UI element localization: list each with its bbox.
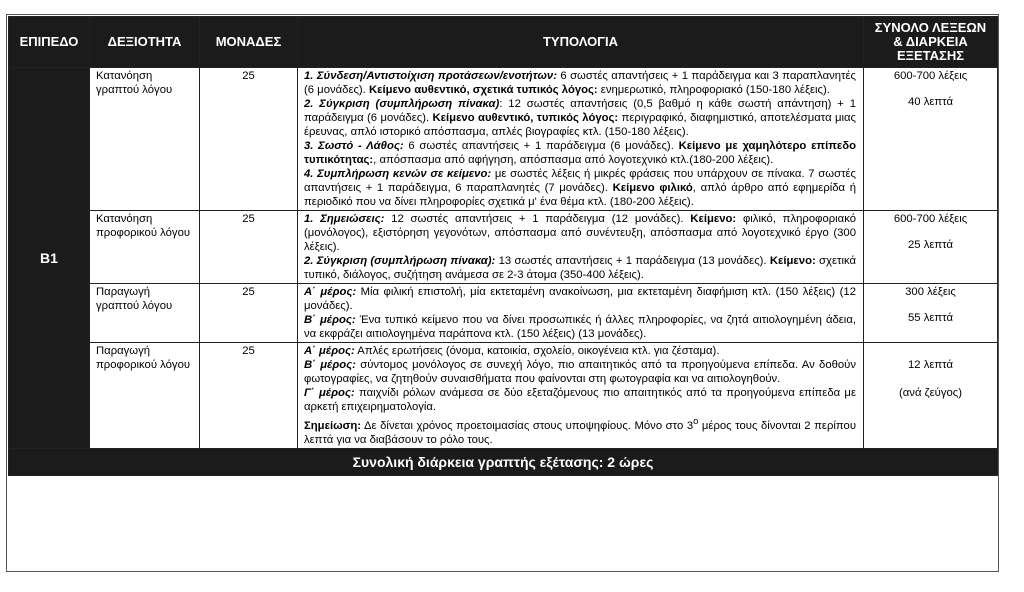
typology-item-text: σύντομος μονόλογος σε συνεχή λόγο, πιο απαιτητικός από τα προηγούμενα επίπεδα. Αν δοθούν φωτογραφίες, να ζητηθούν συναισθήματα που φαίνονται στη φωτογραφία και να αιτιολογηθούν. bbox=[304, 359, 856, 385]
total-cell bbox=[864, 284, 998, 343]
header-row bbox=[9, 17, 998, 68]
typology-item bbox=[304, 139, 856, 167]
units-cell: 25 bbox=[200, 68, 298, 211]
typology-item-heading: Γ΄ μέρος: bbox=[304, 387, 355, 399]
typology-item bbox=[304, 167, 856, 209]
typology-item-heading: Κείμενο αυθεντικό, σχετικά τυπικός λόγος: bbox=[368, 84, 598, 96]
typology-item-heading: 2. Σύγκριση (συμπλήρωση πίνακα) bbox=[304, 98, 500, 110]
table-row bbox=[9, 284, 998, 343]
total-cell bbox=[864, 343, 998, 449]
header-level: ΕΠΙΠΕΔΟ bbox=[9, 17, 90, 68]
skill-cell: Παραγωγή προφορικού λόγου bbox=[90, 343, 200, 449]
footer-row bbox=[9, 448, 998, 475]
total-duration-footer: Συνολική διάρκεια γραπτής εξέτασης: 2 ώρες bbox=[9, 448, 998, 475]
typology-item-heading: 1. Σύνδεση/Αντιστοίχιση προτάσεων/ενοτήτων: bbox=[304, 70, 557, 82]
table-row bbox=[9, 211, 998, 284]
typology-item-text: Απλές ερωτήσεις (όνομα, κατοικία, σχολείο, οικογένεια κτλ. για ζέσταμα). bbox=[354, 345, 720, 357]
typology-item-heading: Κείμενο με χαμηλότερο επίπεδο τυπικότητας: bbox=[304, 140, 856, 166]
typology-item-heading: Β΄ μέρος: bbox=[304, 314, 356, 326]
exam-structure-table bbox=[8, 16, 998, 476]
typology-item-heading: Σημείωση: bbox=[304, 419, 362, 432]
typology-item-text: , απόσπασμα από αφήγηση, απόσπασμα από λογοτεχνικό κτλ.(180-200 λέξεις). bbox=[373, 154, 774, 166]
duration: 55 λεπτά bbox=[907, 312, 954, 324]
typology-item bbox=[304, 386, 856, 414]
duration: (ανά ζεύγος) bbox=[899, 387, 962, 399]
word-count: 600-700 λέξεις bbox=[893, 70, 968, 82]
skill-cell: Κατανόηση προφορικού λόγου bbox=[90, 211, 200, 284]
typology-item bbox=[304, 97, 856, 139]
total-cell bbox=[864, 211, 998, 284]
typology-item-text: Μία φιλική επιστολή, μία εκτεταμένη ανακοίνωση, μια εκτεταμένη διαφήμιση κτλ. (150 λέξεις) (12 μονάδες). bbox=[304, 286, 857, 312]
typology-item-heading: 3. Σωστό - Λάθος: bbox=[304, 140, 404, 152]
typology-item-heading: Β΄ μέρος: bbox=[304, 359, 356, 371]
typology-item-text: 6 σωστές απαντήσεις + 1 παράδειγμα (6 μονάδες). bbox=[403, 140, 679, 152]
typology-cell bbox=[298, 343, 864, 449]
units-cell: 25 bbox=[200, 343, 298, 449]
typology-item-text: : 12 σωστές απαντήσεις (0,5 βαθμό η κάθε σωστή απάντηση) + 1 παράδειγμα (6 μονάδες). bbox=[304, 98, 857, 124]
typology-item-heading: Κείμενο: bbox=[769, 255, 816, 267]
typology-item bbox=[304, 285, 856, 313]
typology-item-heading: 1. Σημειώσεις: bbox=[304, 213, 385, 225]
header-total bbox=[864, 17, 998, 68]
typology-cell bbox=[298, 211, 864, 284]
header-skill: ΔΕΞΙΟΤΗΤΑ bbox=[90, 17, 200, 68]
typology-item-heading: 4. Συμπλήρωση κενών σε κείμενο: bbox=[304, 168, 492, 180]
header-typology: ΤΥΠΟΛΟΓΙΑ bbox=[298, 17, 864, 68]
typology-item-text: 13 σωστές απαντήσεις + 1 παράδειγμα (13 μονάδες). bbox=[495, 255, 770, 267]
typology-item-text: σχετικά τυπικό, διάλογος, συζήτηση ανάμεσα σε 2-3 άτομα (350-400 λέξεις). bbox=[304, 255, 857, 281]
typology-item-text: , απλό άρθρο από εφημερίδα ή περιοδικό που να δίνει πληροφορίες σχετικά μ' ένα θέμα κτλ. (180-200 λέξεις). bbox=[304, 182, 856, 208]
skill-cell: Κατανόηση γραπτού λόγου bbox=[90, 68, 200, 211]
typology-item-text: μέρος τους δίνονται 2 περίπου λεπτά για να διαβάσουν το ρόλο τους. bbox=[304, 419, 856, 446]
typology-item bbox=[304, 313, 856, 341]
header-total-line1: ΣΥΝΟΛΟ ΛΕΞΕΩΝ bbox=[874, 20, 987, 35]
word-count: 600-700 λέξεις bbox=[893, 213, 968, 225]
table-row bbox=[9, 68, 998, 211]
typology-item bbox=[304, 69, 856, 97]
typology-item-text: με σωστές λέξεις ή μικρές φράσεις που υπάρχουν σε πίνακα. 7 σωστές απαντήσεις + 1 παράδειγμα, 6 παραπλανητές (7 μονάδες). bbox=[304, 168, 857, 194]
duration: 25 λεπτά bbox=[907, 239, 954, 251]
typology-cell bbox=[298, 284, 864, 343]
typology-item-text: Ένα τυπικό κείμενο που να δίνει προσωπικές ή άλλες πληροφορίες, να ζητά αιτιολογημένη άδεια, να εκφράζει αιτιολογημένα παράπονα κτλ. (150 λέξεις) (13 μονάδες). bbox=[304, 314, 856, 340]
typology-item-text: ο bbox=[693, 415, 699, 426]
units-cell: 25 bbox=[200, 211, 298, 284]
typology-item bbox=[304, 254, 856, 282]
typology-item-heading: Κείμενο: bbox=[690, 213, 737, 225]
typology-item-text: 6 σωστές απαντήσεις + 1 παράδειγμα και 3 παραπλανητές (6 μονάδες). bbox=[304, 70, 856, 96]
typology-item bbox=[304, 414, 856, 447]
typology-item bbox=[304, 212, 856, 254]
header-total-line2: & ΔΙΑΡΚΕΙΑ bbox=[893, 34, 968, 49]
word-count: 12 λεπτά bbox=[907, 359, 954, 371]
typology-item-text: παιχνίδι ρόλων ανάμεσα σε δύο εξεταζόμενους πιο απαιτητικός από τα προηγούμενα επίπεδα με αρκετή επιχειρηματολογία. bbox=[304, 387, 856, 413]
header-units: ΜΟΝΑΔΕΣ bbox=[200, 17, 298, 68]
total-cell bbox=[864, 68, 998, 211]
typology-item-heading: Α΄ μέρος: bbox=[304, 345, 355, 357]
typology-item-text: ενημερωτικό, πληροφοριακό (150-180 λέξεις). bbox=[597, 84, 830, 96]
typology-item-heading: Α΄ μέρος: bbox=[304, 286, 357, 298]
word-count: 300 λέξεις bbox=[905, 286, 956, 298]
typology-item-heading: Κείμενο αυθεντικό, τυπικός λόγος: bbox=[432, 112, 619, 124]
typology-cell bbox=[298, 68, 864, 211]
typology-item-text: φιλικό, πληροφοριακό (μονόλογος), εξιστόρηση γεγονότων, απόσπασμα από συνέντευξη, απόσπασμα από λογοτεχνικό έργο (300 λέξεις). bbox=[304, 213, 856, 253]
duration: 40 λεπτά bbox=[907, 96, 954, 108]
skill-cell: Παραγωγή γραπτού λόγου bbox=[90, 284, 200, 343]
typology-item bbox=[304, 344, 856, 358]
units-cell: 25 bbox=[200, 284, 298, 343]
typology-item bbox=[304, 358, 856, 386]
header-total-line3: ΕΞΕΤΑΣΗΣ bbox=[896, 48, 965, 63]
typology-item-text: Δε δίνεται χρόνος προετοιμασίας στους υποψηφίους. Μόνο στο 3 bbox=[361, 419, 694, 432]
typology-item-heading: Κείμενο φιλικό bbox=[612, 182, 693, 194]
typology-item-text: 12 σωστές απαντήσεις + 1 παράδειγμα (12 μονάδες). bbox=[384, 213, 691, 225]
typology-item-text: περιγραφικό, διαφημιστικό, αποτελέσματα μιας έρευνας, απλό ιστορικό απόσπασμα, απλές βιογραφίες κτλ. (150-180 λέξεις). bbox=[304, 112, 857, 138]
level-cell: Β1 bbox=[9, 68, 90, 449]
typology-item-heading: 2. Σύγκριση (συμπλήρωση πίνακα): bbox=[304, 255, 496, 267]
table-row bbox=[9, 343, 998, 449]
